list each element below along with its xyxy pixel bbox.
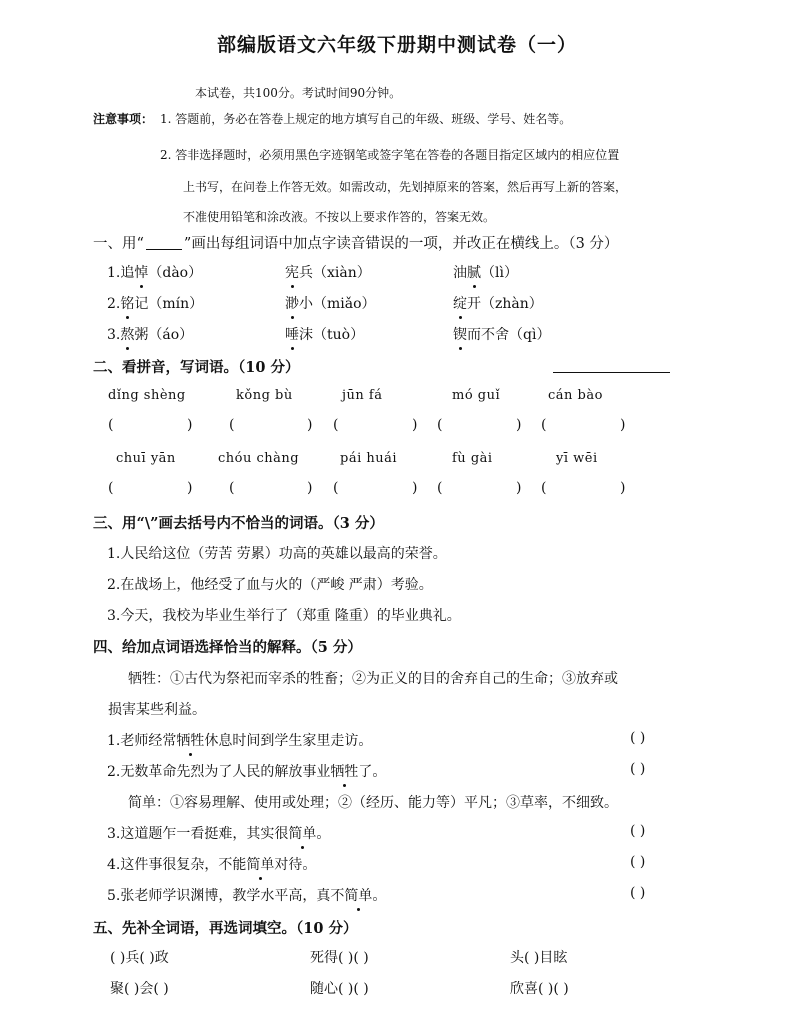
section-3-heading: 三、用“\”画去括号内不恰当的词语。（3 分） (93, 515, 384, 532)
answer-box[interactable]: ( (229, 417, 235, 433)
section-1-heading: 一、用“ ”画出每组词语中加点字读音错误的一项，并改正在横线上。（3 分） (93, 236, 619, 252)
section-4-heading: 四、给加点词语选择恰当的解释。（5 分） (93, 639, 362, 656)
sec4-question-2: 2.无数革命先烈为了人民的解放事业牺牲了。 (107, 761, 386, 781)
sec1-row-3-col-3: 锲而不舍（qì） (453, 324, 550, 344)
page-title: 部编版语文六年级下册期中测试卷（一） (216, 34, 577, 56)
pinyin-10: yī wēi (556, 451, 598, 466)
section-5-heading: 五、先补全词语，再选词填空。（10 分） (93, 920, 358, 937)
sec1-row-2-col-3: 绽开（zhàn） (453, 293, 543, 313)
sec1-row-1-col-1: 1.追悼（dào） (107, 262, 202, 282)
pinyin-2: kǒng bù (236, 388, 293, 403)
section-2-heading: 二、看拼音，写词语。（10 分） (93, 359, 300, 376)
answer-box[interactable]: ( ) (630, 761, 646, 777)
sec1-row-2-col-2: 渺小（miǎo） (285, 293, 376, 313)
idiom-fill-1[interactable]: ( )兵( )政 (110, 950, 169, 966)
sec1-row-1-col-3: 油腻（lì） (453, 262, 518, 282)
answer-box[interactable]: ( ) (630, 854, 646, 870)
sec3-item-1: 1.人民给这位（劳苦 劳累）功高的英雄以最高的荣誉。 (107, 546, 447, 562)
notice-label: 注意事项： (93, 112, 154, 126)
answer-box[interactable]: ( (108, 480, 114, 496)
idiom-fill-4[interactable]: 聚( )会( ) (110, 981, 169, 997)
exam-intro: 本试卷，共100分。考试时间90分钟。 (195, 86, 402, 100)
idiom-fill-2[interactable]: 死得( )( ) (310, 950, 369, 966)
sec4-question-3: 3.这道题乍一看挺难，其实很简单。 (107, 823, 330, 843)
answer-line (553, 372, 670, 373)
underline-sample (146, 235, 182, 250)
answer-box[interactable]: ( ) (630, 823, 646, 839)
pinyin-8: pái huái (340, 451, 398, 466)
sec1-row-3-col-2: 唾沫（tuò） (285, 324, 364, 344)
idiom-fill-5[interactable]: 随心( )( ) (310, 981, 369, 997)
answer-box[interactable]: ( (541, 417, 547, 433)
notice-item-2-line-2: 上书写，在问卷上作答无效。如需改动，先划掉原来的答案，然后再写上新的答案， (183, 180, 628, 194)
definition-1-line-2: 损害某些利益。 (108, 702, 206, 718)
answer-box[interactable]: ( (437, 417, 443, 433)
answer-box[interactable]: ( ) (630, 730, 646, 746)
pinyin-1: dǐng shèng (108, 388, 186, 403)
answer-box[interactable]: ( (541, 480, 547, 496)
pinyin-9: fù gài (452, 451, 493, 466)
answer-box[interactable]: ( (333, 480, 339, 496)
answer-box[interactable]: ( ) (630, 885, 646, 901)
notice-item-1: 1. 答题前，务必在答卷上规定的地方填写自己的年级、班级、学号、姓名等。 (160, 112, 572, 126)
answer-box[interactable]: ( (229, 480, 235, 496)
sec1-row-3-col-1: 3.熬粥（áo） (107, 324, 193, 344)
answer-box[interactable]: ( (333, 417, 339, 433)
sec4-question-1: 1.老师经常牺牲休息时间到学生家里走访。 (107, 730, 372, 750)
idiom-fill-6[interactable]: 欣喜( )( ) (510, 981, 569, 997)
idiom-fill-3[interactable]: 头( )目眩 (510, 950, 568, 966)
sec1-row-2-col-1: 2.铭记（mín） (107, 293, 203, 313)
notice-item-2-line-3: 不准使用铅笔和涂改液。不按以上要求作答的，答案无效。 (183, 210, 496, 224)
sec3-item-2: 2.在战场上，他经受了血与火的（严峻 严肃）考验。 (107, 577, 433, 593)
pinyin-5: cán bào (548, 388, 603, 403)
notice-item-2-line-1: 2. 答非选择题时，必须用黑色字迹钢笔或签字笔在答卷的各题目指定区域内的相应位置 (160, 148, 620, 162)
pinyin-7: chóu chàng (218, 451, 300, 466)
sec1-row-1-col-2: 宪兵（xiàn） (285, 262, 371, 282)
answer-box[interactable]: ( (108, 417, 114, 433)
pinyin-4: mó guǐ (452, 388, 501, 403)
definition-2: 简单：①容易理解、使用或处理；②（经历、能力等）平凡；③草率，不细致。 (128, 795, 618, 811)
definition-1-line-1: 牺牲：①古代为祭祀而宰杀的牲畜；②为正义的目的舍弃自己的生命；③放弃或 (128, 671, 618, 687)
pinyin-6: chuī yān (116, 451, 176, 466)
pinyin-3: jūn fá (342, 388, 383, 403)
sec4-question-5: 5.张老师学识渊博，教学水平高，真不简单。 (107, 885, 386, 905)
sec3-item-3: 3.今天，我校为毕业生举行了（郑重 隆重）的毕业典礼。 (107, 608, 461, 624)
answer-box[interactable]: ( (437, 480, 443, 496)
sec4-question-4: 4.这件事很复杂，不能简单对待。 (107, 854, 316, 874)
